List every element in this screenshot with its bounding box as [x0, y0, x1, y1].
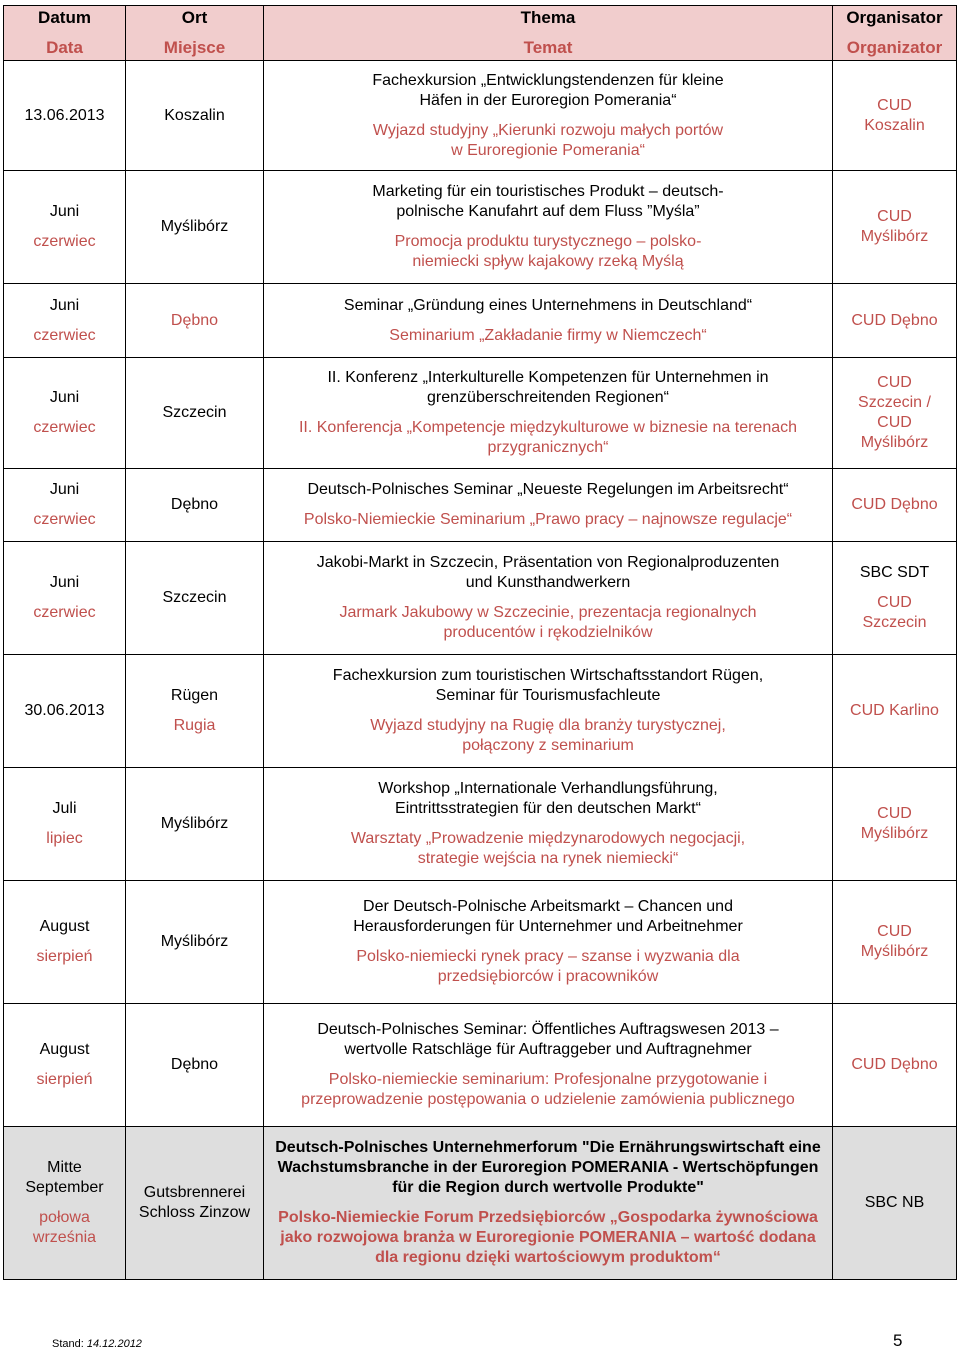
schedule-table	[3, 5, 957, 1280]
table-row	[4, 1127, 957, 1280]
place-cell	[126, 768, 264, 881]
date-cell	[4, 61, 126, 171]
date-de: August	[39, 918, 90, 935]
table-row	[4, 542, 957, 655]
place-cell	[126, 358, 264, 469]
place-de: Dębno	[170, 496, 219, 513]
theme-cell	[264, 358, 833, 469]
header-theme	[264, 6, 833, 61]
theme-pl: Polsko-Niemieckie Forum Przedsiębiorców „Gospodarka żywnościowa jako rozwojowa branża w Euroregionie POMERANIA – wartość dodana dla regionu dzięki wartościowym produktom“	[278, 1209, 818, 1266]
org-pl: CUD Dębno	[851, 1056, 938, 1073]
table-row	[4, 171, 957, 284]
date-pl: sierpień	[36, 1071, 93, 1088]
theme-cell	[264, 881, 833, 1004]
organizer-cell	[833, 655, 957, 768]
table-row	[4, 655, 957, 768]
org-pl: CUD Szczecin	[862, 594, 927, 631]
theme-de: Fachexkursion zum touristischen Wirtschaftsstandort Rügen, Seminar für Tourismusfachleute	[332, 667, 764, 704]
organizer-cell	[833, 284, 957, 358]
place-de: Myślibórz	[160, 218, 229, 235]
place-de: Rügen	[170, 687, 219, 704]
header-date-pl: Data	[46, 38, 83, 57]
date-cell	[4, 768, 126, 881]
theme-de: Fachexkursion „Entwicklungstendenzen für kleine Häfen in der Euroregion Pomerania“	[372, 71, 724, 109]
table-row	[4, 1004, 957, 1127]
theme-pl: Polsko-Niemieckie Seminarium „Prawo pracy – najnowsze regulacje“	[303, 511, 793, 528]
place-de: Dębno	[170, 311, 219, 329]
date-pl: połowa września	[32, 1209, 97, 1246]
header-row	[4, 6, 957, 61]
theme-cell	[264, 171, 833, 284]
org-pl: CUD Myślibórz	[860, 923, 929, 960]
place-pl: Rugia	[173, 717, 216, 734]
organizer-cell	[833, 171, 957, 284]
date-pl: czerwiec	[33, 419, 96, 436]
organizer-cell	[833, 881, 957, 1004]
organizer-cell	[833, 768, 957, 881]
theme-de: Deutsch-Polnisches Unternehmerforum "Die Ernährungswirtschaft eine Wachstumsbranche in der Euroregion POMERANIA - Wertschöpfungen für die Region durch wertvolle Produkte"	[275, 1139, 821, 1196]
theme-de: Deutsch-Polnisches Seminar „Neueste Regelungen im Arbeitsrecht“	[307, 481, 789, 498]
place-cell	[126, 61, 264, 171]
date-de: Juni	[49, 296, 80, 314]
place-cell	[126, 542, 264, 655]
date-pl: czerwiec	[33, 326, 96, 344]
place-de: Myślibórz	[160, 815, 229, 832]
theme-de: Deutsch-Polnisches Seminar: Öffentliches Auftragswesen 2013 – wertvolle Ratschläge für Auftraggeber und Auftragnehmer	[317, 1021, 779, 1058]
date-de: Juni	[49, 203, 80, 220]
theme-de: II. Konferenz „Interkulturelle Kompetenzen für Unternehmen in grenzüberschreitenden Regionen“	[327, 369, 769, 406]
table-row	[4, 881, 957, 1004]
organizer-cell	[833, 1004, 957, 1127]
date-de: Juli	[52, 800, 77, 817]
header-date-de: Datum	[38, 8, 91, 27]
org-de: SBC SDT	[859, 564, 930, 581]
org-pl: CUD Koszalin	[864, 96, 925, 134]
theme-de: Seminar „Gründung eines Unternehmens in Deutschland“	[343, 296, 753, 314]
org-de: SBC NB	[864, 1194, 925, 1211]
date-cell	[4, 542, 126, 655]
theme-cell	[264, 542, 833, 655]
theme-cell	[264, 1004, 833, 1127]
theme-cell	[264, 61, 833, 171]
theme-de: Workshop „Internationale Verhandlungsführung, Eintrittsstrategien für den deutschen Markt“	[378, 780, 718, 817]
theme-pl: Jarmark Jakubowy w Szczecinie, prezentacja regionalnych producentów i rękodzielników	[339, 604, 757, 641]
theme-de: Marketing für ein touristisches Produkt – deutsch-polnische Kanufahrt auf dem Fluss ”Myśla”	[372, 183, 724, 220]
place-de: Koszalin	[164, 106, 225, 124]
theme-de: Jakobi-Markt in Szczecin, Präsentation von Regionalproduzenten und Kunsthandwerkern	[316, 554, 780, 591]
place-de: Szczecin	[162, 404, 227, 421]
theme-cell	[264, 768, 833, 881]
table-row	[4, 358, 957, 469]
place-cell	[126, 881, 264, 1004]
organizer-cell	[833, 469, 957, 542]
header-place	[126, 6, 264, 61]
theme-pl: Wyjazd studyjny „Kierunki rozwoju małych portów w Euroregionie Pomerania“	[372, 121, 724, 159]
place-cell	[126, 171, 264, 284]
date-cell	[4, 469, 126, 542]
place-cell	[126, 1004, 264, 1127]
date-pl: czerwiec	[33, 511, 96, 528]
organizer-cell	[833, 542, 957, 655]
date-de: Juni	[49, 389, 80, 406]
theme-pl: Polsko-niemieckie seminarium: Profesjonalne przygotowanie i przeprowadzenie postępowania o udzielenie zamówienia publicznego	[301, 1071, 795, 1108]
date-cell	[4, 1127, 126, 1280]
date-cell	[4, 655, 126, 768]
theme-cell	[264, 469, 833, 542]
stand-label: Stand:	[52, 1338, 84, 1350]
date-cell	[4, 881, 126, 1004]
theme-pl: Warsztaty „Prowadzenie międzynarodowych negocjacji, strategie wejścia na rynek niemiecki“	[350, 830, 746, 867]
place-de: Szczecin	[162, 589, 227, 606]
theme-pl: Wyjazd studyjny na Rugię dla branży turystycznej, połączony z seminarium	[370, 717, 726, 754]
date-pl: lipiec	[46, 830, 83, 847]
header-place-pl: Miejsce	[163, 38, 226, 57]
theme-pl: Seminarium „Zakładanie firmy w Niemczech“	[389, 326, 707, 344]
date-de: Juni	[49, 481, 80, 498]
theme-pl: II. Konferencja „Kompetencje międzykulturowe w biznesie na terenach przygranicznych“	[298, 419, 798, 456]
header-org-de: Organisator	[846, 8, 943, 27]
date-de: 30.06.2013	[24, 702, 105, 719]
organizer-cell	[833, 61, 957, 171]
place-cell	[126, 655, 264, 768]
org-pl: CUD Myślibórz	[860, 805, 929, 842]
theme-pl: Promocja produktu turystycznego – polsko-niemiecki spływ kajakowy rzeką Myślą	[394, 233, 702, 270]
place-de: Myślibórz	[160, 933, 229, 950]
org-pl: CUD Dębno	[851, 311, 938, 329]
table-row	[4, 469, 957, 542]
date-de: Juni	[49, 574, 80, 591]
page-number: 5	[893, 1331, 903, 1350]
date-cell	[4, 358, 126, 469]
header-place-de: Ort	[181, 8, 208, 27]
header-date	[4, 6, 126, 61]
org-pl: CUD Karlino	[850, 702, 939, 719]
place-de: Dębno	[170, 1056, 219, 1073]
organizer-cell	[833, 1127, 957, 1280]
org-pl: CUD Szczecin / CUD Myślibórz	[858, 374, 931, 451]
date-de: August	[39, 1041, 90, 1058]
table-row	[4, 284, 957, 358]
date-pl: czerwiec	[33, 604, 96, 621]
place-cell	[126, 284, 264, 358]
place-cell	[126, 469, 264, 542]
org-pl: CUD Myślibórz	[860, 208, 929, 245]
table-row	[4, 768, 957, 881]
date-cell	[4, 171, 126, 284]
org-pl: CUD Dębno	[851, 496, 938, 513]
date-cell	[4, 284, 126, 358]
table-row	[4, 61, 957, 171]
date-de: 13.06.2013	[24, 106, 105, 124]
date-pl: czerwiec	[33, 233, 96, 250]
date-cell	[4, 1004, 126, 1127]
header-theme-pl: Temat	[523, 38, 573, 57]
date-pl: sierpień	[36, 948, 93, 965]
date-de: Mitte September	[25, 1159, 104, 1196]
theme-cell	[264, 284, 833, 358]
place-cell	[126, 1127, 264, 1280]
stand-date: 14.12.2012	[86, 1338, 142, 1350]
theme-de: Der Deutsch-Polnische Arbeitsmarkt – Chancen und Herausforderungen für Unternehmer und Arbeitnehmer	[353, 898, 743, 935]
header-theme-de: Thema	[520, 8, 576, 27]
theme-cell	[264, 1127, 833, 1280]
organizer-cell	[833, 358, 957, 469]
header-org-pl: Organizator	[846, 38, 943, 57]
place-de: Gutsbrennerei Schloss Zinzow	[138, 1184, 251, 1221]
theme-cell	[264, 655, 833, 768]
theme-pl: Polsko-niemiecki rynek pracy – szanse i wyzwania dla przedsiębiorców i pracowników	[356, 948, 740, 985]
header-organizer	[833, 6, 957, 61]
